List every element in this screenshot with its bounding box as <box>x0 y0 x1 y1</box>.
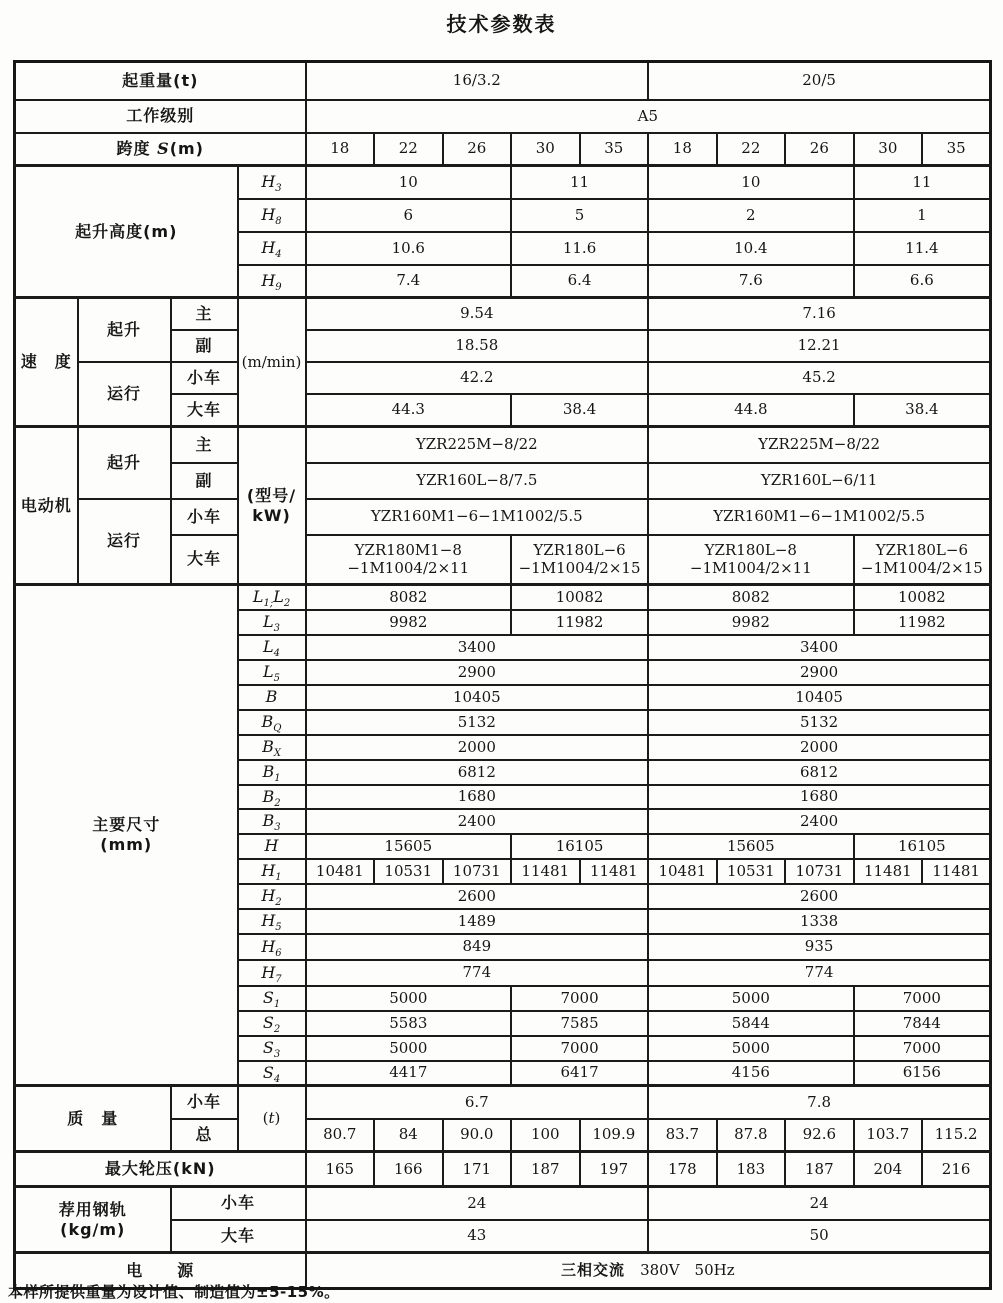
rail-trolley-cell-3: 24 <box>648 1187 991 1220</box>
max-wheel-load-cell-10: 216 <box>922 1152 991 1187</box>
dim-b3-cell-1: 2400 <box>306 809 649 834</box>
mass-trolley-cell-2: (t) <box>238 1086 306 1152</box>
speed-crane-cell-4: 38.4 <box>854 394 991 427</box>
dim-s3-cell-2: 7000 <box>511 1036 648 1061</box>
rail-trolley-row <box>15 1187 991 1220</box>
span-cell-1: 18 <box>306 133 375 166</box>
dim-l3-cell-2: 11982 <box>511 610 648 635</box>
dim-b3-cell-2: 2400 <box>648 809 991 834</box>
speed-trolley-cell-1: 小车 <box>171 362 238 394</box>
dim-h1-cell-10: 11481 <box>922 859 991 884</box>
dim-h1-cell-4: 11481 <box>511 859 580 884</box>
dim-l1-l2-cell-3: 10082 <box>511 585 648 610</box>
hoist-height-h8-cell-3: 2 <box>648 199 854 232</box>
hoist-height-h9-cell-3: 7.6 <box>648 265 854 298</box>
dim-s1-cell-0: $S_1$ <box>238 986 306 1011</box>
hoist-height-h9-cell-2: 6.4 <box>511 265 648 298</box>
dim-h2-cell-1: 2600 <box>306 884 649 909</box>
motor-hoist-main-cell-5: YZR225M−8/22 <box>648 427 991 463</box>
mass-total-cell-8: 92.6 <box>785 1119 854 1152</box>
max-wheel-load-cell-1: 165 <box>306 1152 375 1187</box>
mass-total-cell-9: 103.7 <box>854 1119 923 1152</box>
motor-trolley-cell-2: YZR160M1−6−1M1002/5.5 <box>306 499 649 535</box>
dim-h6-cell-0: $H_6$ <box>238 934 306 960</box>
hoist-height-h4-cell-0: $H_4$ <box>238 232 306 265</box>
dim-bx-cell-0: $B_X$ <box>238 735 306 760</box>
footer-note: 本样所提供重量为设计值、制造值为±5-15%。 <box>8 1283 340 1301</box>
max-wheel-load-cell-8: 187 <box>785 1152 854 1187</box>
hoist-height-h3-cell-2: 10 <box>306 166 512 199</box>
dim-l1-l2-cell-2: 8082 <box>306 585 512 610</box>
dim-h5-cell-0: $H_5$ <box>238 909 306 934</box>
mass-total-cell-4: 100 <box>511 1119 580 1152</box>
motor-crane-cell-0: 大车 <box>171 535 238 585</box>
mass-trolley-cell-4: 7.8 <box>648 1086 991 1119</box>
hoist-height-h4-cell-3: 10.4 <box>648 232 854 265</box>
max-wheel-load-cell-4: 187 <box>511 1152 580 1187</box>
dim-s3-cell-1: 5000 <box>306 1036 512 1061</box>
hoist-height-h9-cell-0: $H_9$ <box>238 265 306 298</box>
motor-hoist-main-cell-3: (型号/ kW) <box>238 427 306 585</box>
hoist-height-h3-cell-4: 10 <box>648 166 854 199</box>
duty-class-row <box>15 100 991 133</box>
hoist-height-h3-cell-1: $H_3$ <box>238 166 306 199</box>
hoist-height-h9-cell-1: 7.4 <box>306 265 512 298</box>
dim-l4-cell-2: 3400 <box>648 635 991 660</box>
mass-total-cell-7: 87.8 <box>717 1119 786 1152</box>
rail-crane-cell-0: 大车 <box>171 1220 306 1253</box>
span-cell-7: 22 <box>717 133 786 166</box>
dim-s4-cell-4: 6156 <box>854 1061 991 1086</box>
dim-h7-cell-1: 774 <box>306 960 649 986</box>
dim-l1-l2-cell-4: 8082 <box>648 585 854 610</box>
max-wheel-load-cell-3: 171 <box>443 1152 512 1187</box>
motor-crane-cell-2: YZR180L−6 −1M1004/2×15 <box>511 535 648 585</box>
dim-s1-cell-3: 5000 <box>648 986 854 1011</box>
max-wheel-load-cell-0: 最大轮压(kN) <box>15 1152 306 1187</box>
speed-hoist-aux-cell-0: 副 <box>171 330 238 362</box>
dim-h7-cell-0: $H_7$ <box>238 960 306 986</box>
dim-h1-cell-6: 10481 <box>648 859 717 884</box>
motor-hoist-main-cell-4: YZR225M−8/22 <box>306 427 649 463</box>
motor-trolley-row <box>15 499 991 535</box>
duty-class-cell-0: 工作级别 <box>15 100 306 133</box>
dim-h1-cell-3: 10731 <box>443 859 512 884</box>
dim-h7-cell-2: 774 <box>648 960 991 986</box>
speed-hoist-main-cell-0: 速 度 <box>15 298 78 427</box>
dim-l3-cell-1: 9982 <box>306 610 512 635</box>
span-cell-2: 22 <box>374 133 443 166</box>
dim-b2-cell-2: 1680 <box>648 785 991 809</box>
dim-b1-cell-2: 6812 <box>648 760 991 785</box>
motor-hoist-aux-cell-1: YZR160L−8/7.5 <box>306 463 649 499</box>
rail-trolley-cell-1: 小车 <box>171 1187 306 1220</box>
dim-l3-cell-4: 11982 <box>854 610 991 635</box>
hoist-height-h4-cell-2: 11.6 <box>511 232 648 265</box>
dim-s3-cell-3: 5000 <box>648 1036 854 1061</box>
dim-bx-cell-1: 2000 <box>306 735 649 760</box>
dim-b-cell-0: B <box>238 685 306 710</box>
speed-hoist-main-cell-3: (m/min) <box>238 298 306 427</box>
dim-h2-cell-2: 2600 <box>648 884 991 909</box>
dim-l4-cell-1: 3400 <box>306 635 649 660</box>
dim-l1-l2-cell-1: $L_{1;}L_2$ <box>238 585 306 610</box>
max-wheel-load-row <box>15 1152 991 1187</box>
dim-h1-cell-2: 10531 <box>374 859 443 884</box>
dim-h6-cell-1: 849 <box>306 934 649 960</box>
speed-hoist-main-cell-5: 7.16 <box>648 298 991 330</box>
dim-b2-cell-0: $B_2$ <box>238 785 306 809</box>
dim-b1-cell-1: 6812 <box>306 760 649 785</box>
span-row <box>15 133 991 166</box>
hoist-height-h3-cell-3: 11 <box>511 166 648 199</box>
speed-trolley-row <box>15 362 991 394</box>
dim-b1-cell-0: $B_1$ <box>238 760 306 785</box>
max-wheel-load-cell-6: 178 <box>648 1152 717 1187</box>
max-wheel-load-cell-5: 197 <box>580 1152 649 1187</box>
dim-l1-l2-cell-0: 主要尺寸 (mm) <box>15 585 238 1086</box>
rail-trolley-cell-0: 荐用钢轨 (kg/m) <box>15 1187 171 1253</box>
dim-h1-cell-8: 10731 <box>785 859 854 884</box>
speed-hoist-aux-cell-2: 12.21 <box>648 330 991 362</box>
speed-hoist-main-cell-1: 起升 <box>78 298 171 362</box>
dim-h-cell-0: H <box>238 834 306 859</box>
span-cell-5: 35 <box>580 133 649 166</box>
rail-crane-cell-2: 50 <box>648 1220 991 1253</box>
dim-l3-cell-0: $L_3$ <box>238 610 306 635</box>
mass-total-cell-5: 109.9 <box>580 1119 649 1152</box>
dim-s4-cell-3: 4156 <box>648 1061 854 1086</box>
mass-total-cell-0: 总 <box>171 1119 238 1152</box>
dim-s2-cell-0: $S_2$ <box>238 1011 306 1036</box>
span-cell-9: 30 <box>854 133 923 166</box>
dim-s3-cell-4: 7000 <box>854 1036 991 1061</box>
span-cell-8: 26 <box>785 133 854 166</box>
motor-hoist-aux-cell-2: YZR160L−6/11 <box>648 463 991 499</box>
dim-b-cell-2: 10405 <box>648 685 991 710</box>
dim-h1-cell-0: $H_1$ <box>238 859 306 884</box>
speed-trolley-cell-0: 运行 <box>78 362 171 427</box>
span-cell-4: 30 <box>511 133 580 166</box>
dim-h-cell-1: 15605 <box>306 834 512 859</box>
motor-hoist-main-cell-1: 起升 <box>78 427 171 499</box>
dim-l1-l2-cell-5: 10082 <box>854 585 991 610</box>
capacity-cell-2: 20/5 <box>648 62 991 100</box>
hoist-height-h8-cell-0: $H_8$ <box>238 199 306 232</box>
motor-crane-cell-1: YZR180M1−8 −1M1004/2×11 <box>306 535 512 585</box>
capacity-cell-0: 起重量(t) <box>15 62 306 100</box>
hoist-height-h4-cell-1: 10.6 <box>306 232 512 265</box>
motor-hoist-main-cell-0: 电动机 <box>15 427 78 585</box>
hoist-height-h8-cell-1: 6 <box>306 199 512 232</box>
dim-h5-cell-2: 1338 <box>648 909 991 934</box>
dim-s4-cell-1: 4417 <box>306 1061 512 1086</box>
max-wheel-load-cell-9: 204 <box>854 1152 923 1187</box>
dim-s2-cell-4: 7844 <box>854 1011 991 1036</box>
motor-hoist-aux-cell-0: 副 <box>171 463 238 499</box>
dim-h1-cell-9: 11481 <box>854 859 923 884</box>
page-title: 技术参数表 <box>446 12 557 36</box>
span-cell-3: 26 <box>443 133 512 166</box>
rail-crane-cell-1: 43 <box>306 1220 649 1253</box>
speed-hoist-main-cell-2: 主 <box>171 298 238 330</box>
speed-crane-cell-2: 38.4 <box>511 394 648 427</box>
spec-table <box>13 60 992 1290</box>
hoist-height-h3-cell-0: 起升高度(m) <box>15 166 238 298</box>
power-supply-cell-1: 三相交流 380V 50Hz <box>306 1253 991 1289</box>
dim-s2-cell-2: 7585 <box>511 1011 648 1036</box>
motor-trolley-cell-3: YZR160M1−6−1M1002/5.5 <box>648 499 991 535</box>
speed-hoist-aux-cell-1: 18.58 <box>306 330 649 362</box>
dim-s1-cell-2: 7000 <box>511 986 648 1011</box>
motor-hoist-main-row <box>15 427 991 463</box>
dim-h5-cell-1: 1489 <box>306 909 649 934</box>
hoist-height-h8-cell-4: 1 <box>854 199 991 232</box>
dim-s4-cell-0: $S_4$ <box>238 1061 306 1086</box>
dim-h6-cell-2: 935 <box>648 934 991 960</box>
dim-s4-cell-2: 6417 <box>511 1061 648 1086</box>
capacity-row <box>15 62 991 100</box>
dim-l1-l2-row <box>15 585 991 610</box>
dim-h1-cell-1: 10481 <box>306 859 375 884</box>
dim-l5-cell-1: 2900 <box>306 660 649 685</box>
mass-trolley-row <box>15 1086 991 1119</box>
dim-s2-cell-3: 5844 <box>648 1011 854 1036</box>
hoist-height-h4-cell-4: 11.4 <box>854 232 991 265</box>
dim-h1-cell-7: 10531 <box>717 859 786 884</box>
dim-s3-cell-0: $S_3$ <box>238 1036 306 1061</box>
speed-trolley-cell-3: 45.2 <box>648 362 991 394</box>
power-supply-cell-0: 电 源 <box>15 1253 306 1289</box>
hoist-height-h9-cell-4: 6.6 <box>854 265 991 298</box>
motor-crane-cell-3: YZR180L−8 −1M1004/2×11 <box>648 535 854 585</box>
dim-bq-cell-0: $B_Q$ <box>238 710 306 735</box>
speed-trolley-cell-2: 42.2 <box>306 362 649 394</box>
speed-hoist-main-row <box>15 298 991 330</box>
dim-l4-cell-0: $L_4$ <box>238 635 306 660</box>
mass-total-cell-6: 83.7 <box>648 1119 717 1152</box>
rail-trolley-cell-2: 24 <box>306 1187 649 1220</box>
hoist-height-h8-cell-2: 5 <box>511 199 648 232</box>
mass-trolley-cell-3: 6.7 <box>306 1086 649 1119</box>
dim-bx-cell-2: 2000 <box>648 735 991 760</box>
dim-s1-cell-4: 7000 <box>854 986 991 1011</box>
mass-total-cell-3: 90.0 <box>443 1119 512 1152</box>
dim-h2-cell-0: $H_2$ <box>238 884 306 909</box>
span-cell-0: 跨度 S(m) <box>15 133 306 166</box>
dim-h-cell-4: 16105 <box>854 834 991 859</box>
capacity-cell-1: 16/3.2 <box>306 62 649 100</box>
motor-trolley-cell-1: 小车 <box>171 499 238 535</box>
duty-class-cell-1: A5 <box>306 100 991 133</box>
dim-bq-cell-1: 5132 <box>306 710 649 735</box>
max-wheel-load-cell-7: 183 <box>717 1152 786 1187</box>
mass-total-cell-2: 84 <box>374 1119 443 1152</box>
mass-total-cell-1: 80.7 <box>306 1119 375 1152</box>
span-cell-10: 35 <box>922 133 991 166</box>
mass-total-cell-10: 115.2 <box>922 1119 991 1152</box>
span-cell-6: 18 <box>648 133 717 166</box>
dim-bq-cell-2: 5132 <box>648 710 991 735</box>
dim-s2-cell-1: 5583 <box>306 1011 512 1036</box>
dim-l5-cell-0: $L_5$ <box>238 660 306 685</box>
speed-crane-cell-3: 44.8 <box>648 394 854 427</box>
hoist-height-h3-row <box>15 166 991 199</box>
speed-crane-cell-0: 大车 <box>171 394 238 427</box>
dim-l3-cell-3: 9982 <box>648 610 854 635</box>
max-wheel-load-cell-2: 166 <box>374 1152 443 1187</box>
motor-trolley-cell-0: 运行 <box>78 499 171 585</box>
motor-hoist-main-cell-2: 主 <box>171 427 238 463</box>
dim-b-cell-1: 10405 <box>306 685 649 710</box>
dim-s1-cell-1: 5000 <box>306 986 512 1011</box>
speed-crane-cell-1: 44.3 <box>306 394 512 427</box>
mass-trolley-cell-1: 小车 <box>171 1086 238 1119</box>
dim-b3-cell-0: $B_3$ <box>238 809 306 834</box>
hoist-height-h3-cell-5: 11 <box>854 166 991 199</box>
motor-crane-cell-4: YZR180L−6 −1M1004/2×15 <box>854 535 991 585</box>
dim-h1-cell-5: 11481 <box>580 859 649 884</box>
dim-h-cell-3: 15605 <box>648 834 854 859</box>
mass-trolley-cell-0: 质 量 <box>15 1086 171 1152</box>
dim-l5-cell-2: 2900 <box>648 660 991 685</box>
dim-h-cell-2: 16105 <box>511 834 648 859</box>
speed-hoist-main-cell-4: 9.54 <box>306 298 649 330</box>
dim-b2-cell-1: 1680 <box>306 785 649 809</box>
